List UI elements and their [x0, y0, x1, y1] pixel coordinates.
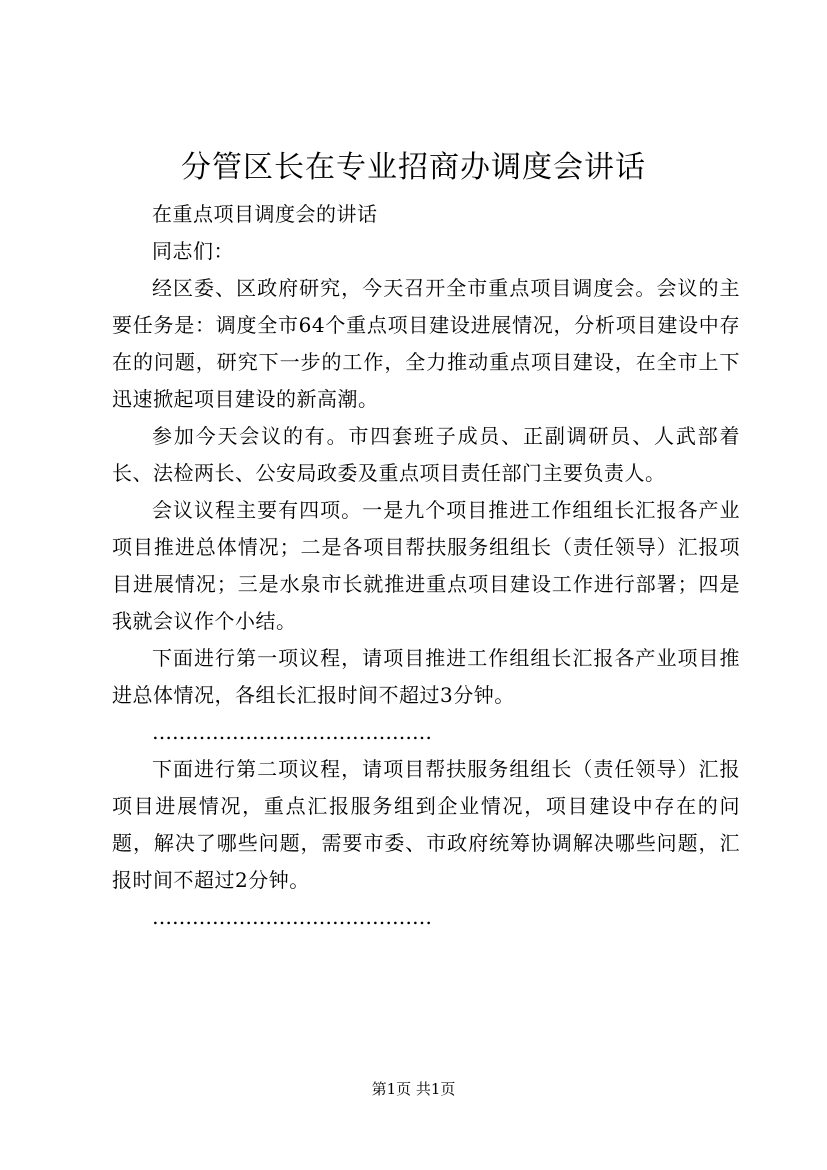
body-paragraph: 会议议程主要有四项。一是九个项目推进工作组组长汇报各产业项目推进总体情况；二是各项目帮扶服务组组长（责任领导）汇报项目进展情况；三是水泉市长就推进重点项目建设工作进行部署；四是我就会议作个小结。: [112, 498, 740, 633]
ellipsis-separator: ……………………………………: [152, 905, 432, 929]
subtitle-paragraph: 在重点项目调度会的讲话: [152, 202, 378, 226]
document-body: [112, 196, 740, 936]
body-paragraph: 参加今天会议的有。市四套班子成员、正副调研员、人武部着长、法检两长、公安局政委及重点项目责任部门主要负责人。: [112, 424, 740, 485]
document-title: 分管区长在专业招商办调度会讲话: [181, 150, 646, 185]
body-paragraph: 下面进行第二项议程，请项目帮扶服务组组长（责任领导）汇报项目进展情况，重点汇报服务组到企业情况，项目建设中存在的问题，解决了哪些问题，需要市委、市政府统筹协调解决哪些问题，汇报时间不超过2分钟。: [112, 757, 740, 892]
body-paragraph: 经区委、区政府研究，今天召开全市重点项目调度会。会议的主要任务是：调度全市64个重点项目建设进展情况，分析项目建设中存在的问题，研究下一步的工作，全力推动重点项目建设，在全市上下迅速掀起项目建设的新高潮。: [112, 276, 740, 411]
body-paragraph: 下面进行第一项议程，请项目推进工作组组长汇报各产业项目推进总体情况，各组长汇报时间不超过3分钟。: [112, 646, 740, 707]
salutation-paragraph: 同志们：: [152, 239, 234, 263]
page-footer: 第1页 共1页: [371, 1080, 456, 1098]
ellipsis-separator: ……………………………………: [152, 720, 432, 744]
